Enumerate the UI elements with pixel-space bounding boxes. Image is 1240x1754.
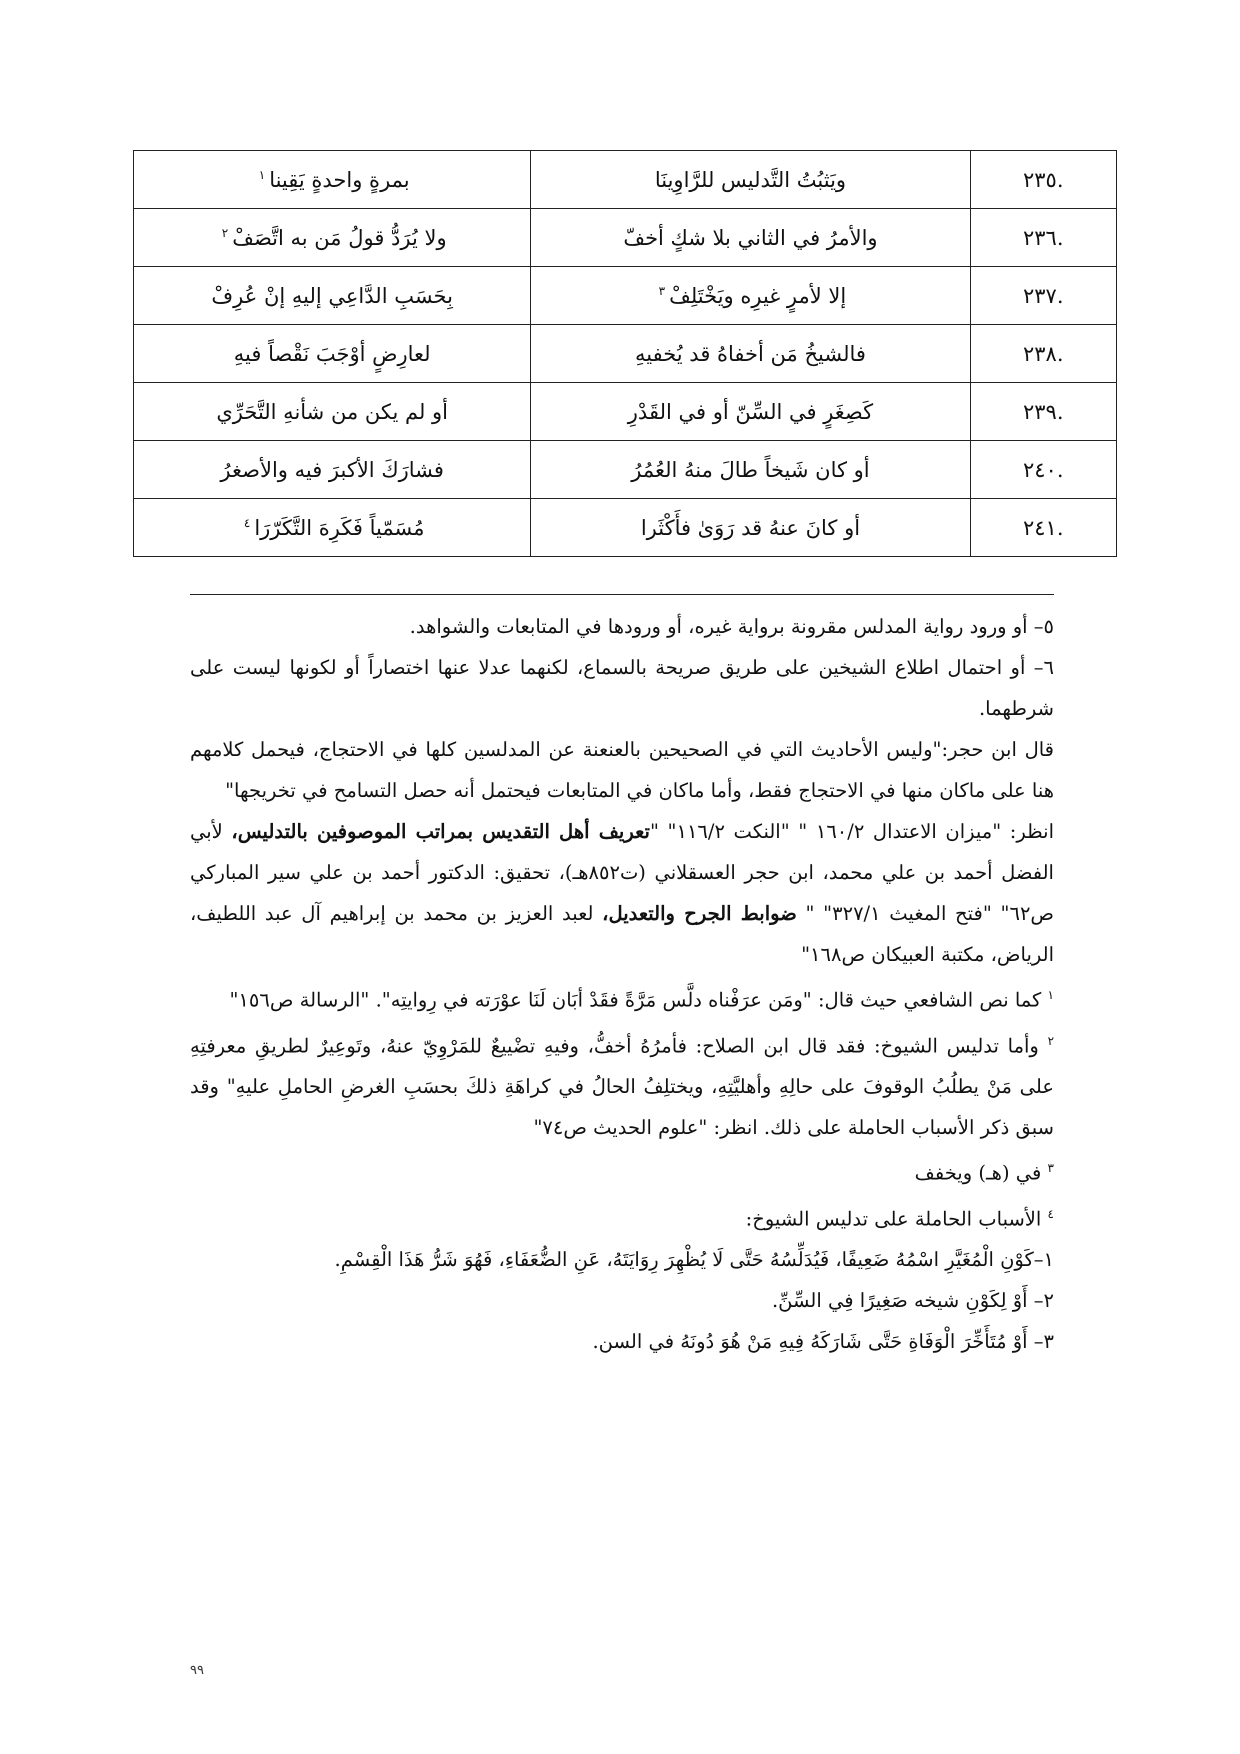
footnote-3: [190, 1148, 1054, 1194]
verse-number: .٢٣٦: [970, 209, 1116, 267]
verse-text: والأمرُ في الثاني بلا شكٍ أخفّ: [623, 225, 878, 250]
verse-text: كَصِغَرٍ في السِّنّ أو في القَدْرِ: [627, 399, 874, 424]
footnote-number: ١: [1047, 988, 1054, 1002]
verse-text: مُسَمّياً فَكَرِهَ التَّكَرّرَا: [254, 515, 425, 540]
verse-number: .٢٤١: [970, 499, 1116, 557]
verse-first-hemistich: [531, 151, 970, 209]
verse-text: فشارَكَ الأكبرَ فيه والأصغرُ: [220, 457, 444, 482]
verse-text: أو لم يكن من شأنهِ التَّحَرِّي: [216, 399, 448, 424]
note-paragraph: قال ابن حجر:"وليس الأحاديث التي في الصحيحين بالعنعنة عن المدلسين كلها في الاحتجاج، فيحمل كلامهم هنا على ماكان منها في الاحتجاج فقط، وأما ماكان في المتابعات فيحتمل أنه حصل التسامح في تخريجها": [190, 738, 1054, 802]
note-paragraph-references: [190, 811, 1054, 975]
table-row: [134, 151, 1117, 209]
verse-first-hemistich: [531, 499, 970, 557]
footnotes-section: [190, 606, 1054, 1362]
verse-second-hemistich: [134, 441, 531, 499]
footnote-divider: [190, 594, 1054, 595]
verse-number: .٢٣٥: [970, 151, 1116, 209]
reference-text: انظر: "ميزان الاعتدال ١٦٠/٢ " "النكت ١١٦/٢" ": [649, 820, 1054, 843]
verse-text: إلا لأمرٍ غيرِه ويَخْتَلِفْ: [669, 283, 847, 308]
footnote-number: ٢: [1047, 1033, 1055, 1048]
verse-text: أو كان شَيخاً طالَ منهُ العُمُرُ: [631, 457, 870, 482]
verse-number: .٢٤٠: [970, 441, 1116, 499]
table-row: [134, 325, 1117, 383]
verse-number: .٢٣٩: [970, 383, 1116, 441]
book-title: ضوابط الجرح والتعديل،: [602, 902, 797, 925]
book-title: تعريف أهل التقديس بمراتب الموصوفين بالتدليس،: [231, 820, 650, 843]
table-row: [134, 383, 1117, 441]
verse-second-hemistich: [134, 267, 531, 325]
footnote-marker[interactable]: ١: [258, 167, 266, 182]
verse-first-hemistich: [531, 267, 970, 325]
table-row: [134, 209, 1117, 267]
verse-text: فالشيخُ مَن أخفاهُ قد يُخفيهِ: [635, 341, 866, 366]
footnote-4: [190, 1194, 1054, 1240]
note-paragraph: ٥– أو ورود رواية المدلس مقرونة برواية غيره، أو ورودها في المتابعات والشواهد.: [409, 615, 1054, 638]
verse-second-hemistich: [134, 383, 531, 441]
verse-first-hemistich: [531, 209, 970, 267]
table-row: [134, 499, 1117, 557]
note-paragraph: ٦– أو احتمال اطلاع الشيخين على طريق صريحة بالسماع، لكنهما عدلا عنها اختصاراً أو لكونها ليست على شرطهما.: [190, 656, 1054, 720]
verse-second-hemistich: [134, 325, 531, 383]
verse-text: لعارِضٍ أوْجَبَ نَقْصاً فيهِ: [233, 341, 431, 366]
verse-second-hemistich: [134, 151, 531, 209]
table-row: [134, 267, 1117, 325]
verse-number: .٢٣٧: [970, 267, 1116, 325]
footnote-number: ٤: [1047, 1206, 1054, 1221]
footnote-marker[interactable]: ٤: [243, 515, 251, 530]
verse-second-hemistich: [134, 209, 531, 267]
footnote-number: ٣: [1047, 1161, 1054, 1175]
verse-first-hemistich: [531, 325, 970, 383]
poem-table: [133, 150, 1117, 557]
footnote-text: الأسباب الحاملة على تدليس الشيوخ:: [745, 1207, 1042, 1230]
footnote-text: كما نص الشافعي حيث قال: "ومَن عرَفْناه دلَّس مَرَّةً فقَدْ أبَان لَنَا عوْرَته في رِوايتِه". "الرسالة ص١٥٦": [229, 988, 1042, 1012]
footnote-text: في (هـ) ويخفف: [914, 1161, 1042, 1185]
list-item: ٢– أَوْ لِكَوْنِ شيخه صَغِيرًا فِي السِّنِّ.: [771, 1289, 1054, 1312]
reference-text: لأبي الفضل أحمد بن علي محمد، ابن حجر العسقلاني (ت٨٥٢هـ)، تحقيق: الدكتور أحمد بن علي سير المباركي ص٦٢" "فتح المغيث ٣٢٧/١" ": [190, 820, 1054, 925]
verse-text: بمرةٍ واحدةٍ يَقِينا: [269, 167, 410, 192]
footnote-text: وأما تدليس الشيوخ: فقد قال ابن الصلاح: فأمرُهُ أخفُّ، وفيهِ تضْييعٌ للمَرْوِيّ عنهُ، وتَوعِيرٌ لطريقِ معرفتِهِ على مَنْ يطلُبُ الوقوفَ على حالِهِ وأهليَّتِهِ، ويختلِفُ الحالُ في كراهَةِ ذلكَ بحسَبِ الغرضِ الحاملِ عليهِ" وقد سبق ذكر الأسباب الحاملة على ذلك. انظر: "علوم الحديث ص٧٤": [190, 1034, 1054, 1139]
verse-second-hemistich: [134, 499, 531, 557]
footnote-marker[interactable]: ٢: [221, 225, 229, 240]
footnote-marker[interactable]: ٣: [658, 283, 666, 298]
footnote-1: [190, 975, 1054, 1021]
verse-text: ولا يُرَدُّ قولُ مَن به اتَّصَفْ: [232, 225, 447, 250]
verse-number: .٢٣٨: [970, 325, 1116, 383]
verse-first-hemistich: [531, 383, 970, 441]
reference-text: لعبد العزيز بن محمد بن إبراهيم آل عبد اللطيف، الرياض، مكتبة العبيكان ص١٦٨": [190, 902, 1054, 966]
verse-text: ويَثبُتُ التَّدليس للرَّاوِينَا: [654, 167, 847, 192]
list-item: ١–كَوْنِ الْمُغَيَّرِ اسْمُهُ ضَعِيفًا، فَيُدَلِّسُهُ حَتَّى لَا يُظْهِرَ رِوَايَتَهُ، عَنِ الضُّعَفَاءِ، فَهُوَ شَرُّ هَذَا الْقِسْمِ.: [334, 1248, 1054, 1271]
table-row: [134, 441, 1117, 499]
verse-first-hemistich: [531, 441, 970, 499]
list-item: ٣– أَوْ مُتَأَخِّرَ الْوَفَاةِ حَتَّى شَارَكَهُ فِيهِ مَنْ هُوَ دُونَهُ في السن.: [592, 1330, 1054, 1353]
verse-text: أو كانَ عنهُ قد رَوَىٰ فأَكْثَرا: [640, 515, 861, 540]
verse-text: بِحَسَبِ الدَّاعِي إليهِ إنْ عُرِفْ: [211, 283, 453, 308]
footnote-2: [190, 1021, 1054, 1149]
page-number: ٩٩: [190, 1663, 204, 1678]
